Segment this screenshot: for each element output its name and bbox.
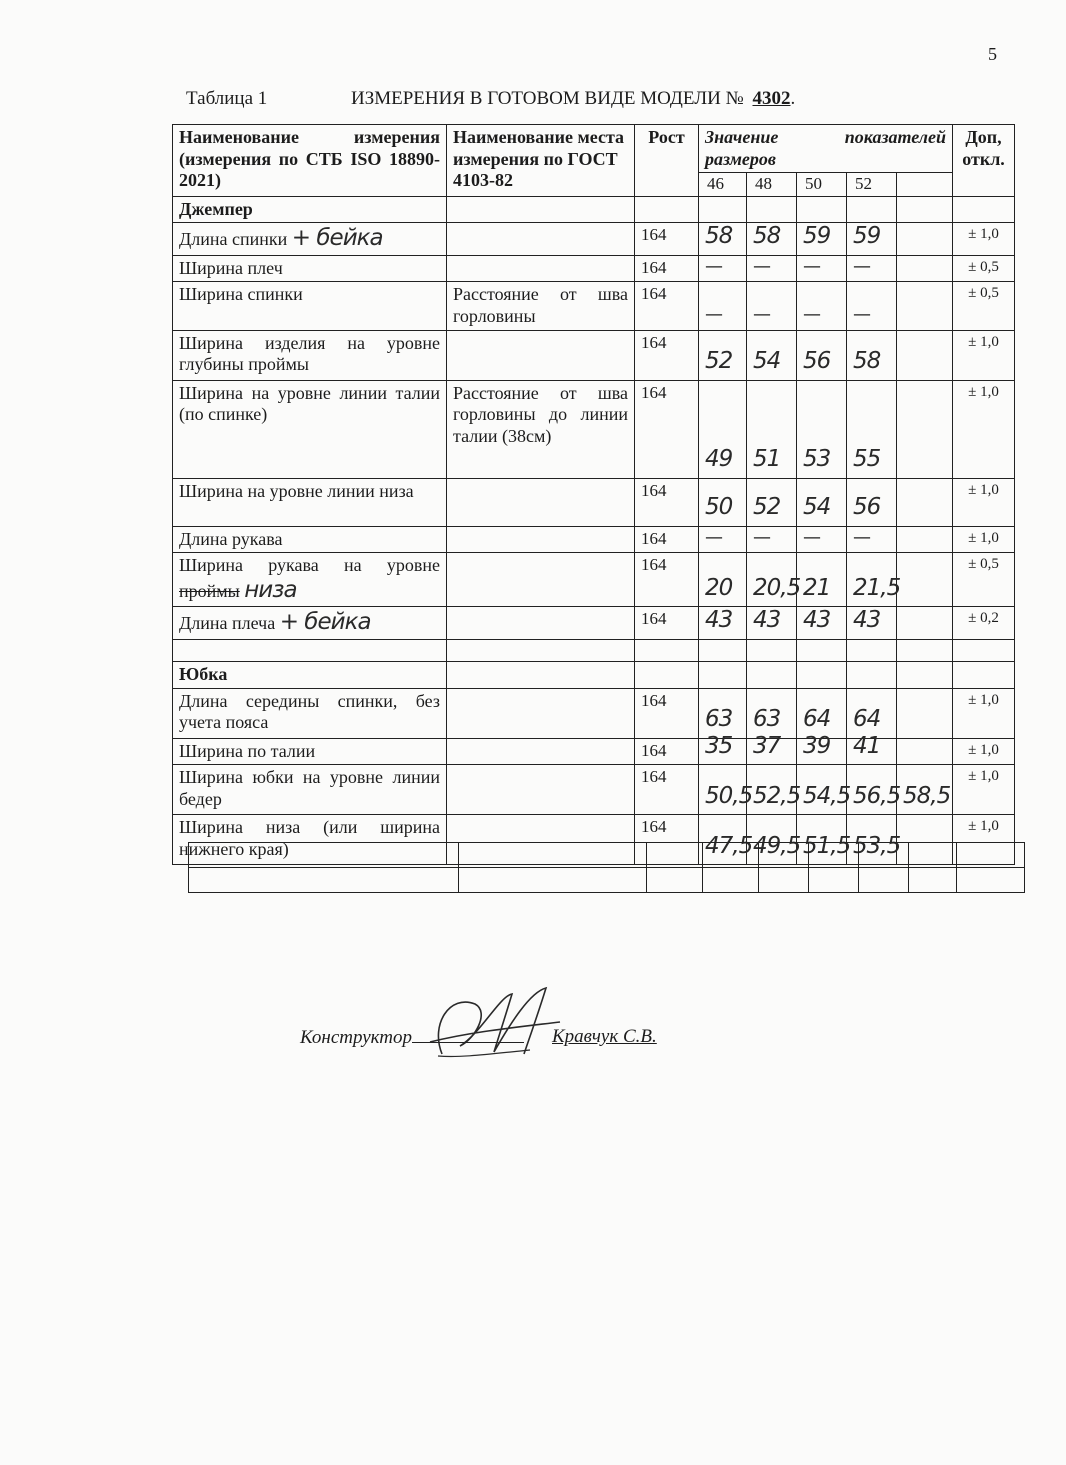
empty-cell [897, 639, 953, 661]
size-value [747, 607, 797, 640]
size-value-text: — [753, 255, 771, 277]
empty-cell [447, 196, 635, 223]
size-value-text: — [705, 526, 723, 548]
size-value [897, 223, 953, 256]
table-row [173, 282, 1015, 330]
size-value [747, 688, 797, 738]
height-value: 164 [635, 330, 699, 380]
size-52: 52 [847, 173, 897, 196]
size-value-text: 64 [803, 705, 831, 732]
size-value [699, 282, 747, 330]
measure-name [173, 553, 447, 607]
empty-cell [953, 639, 1015, 661]
empty-cell [747, 661, 797, 688]
tolerance-value: ± 0,5 [953, 282, 1015, 330]
table-heading: ИЗМЕРЕНИЯ В ГОТОВОМ ВИДЕ МОДЕЛИ № 4302. [351, 88, 796, 109]
empty-cell [173, 639, 447, 661]
size-value-text: 59 [853, 223, 881, 250]
empty-cell [447, 661, 635, 688]
table-row [173, 478, 1015, 526]
measure-name-text: Ширина на уровне линии талии (по спинке) [179, 382, 440, 425]
size-value [699, 607, 747, 640]
empty-cell [897, 196, 953, 223]
measurements-table [172, 124, 1015, 865]
size-value [699, 526, 747, 553]
size-value [797, 607, 847, 640]
size-value [747, 255, 797, 282]
header-tolerance: Доп, откл. [953, 125, 1015, 197]
measure-place [447, 478, 635, 526]
handwritten-note: + бейка [291, 225, 383, 252]
model-number: 4302 [752, 88, 791, 109]
size-value-text: 54 [753, 347, 781, 374]
size-value [797, 478, 847, 526]
size-value [847, 380, 897, 478]
signature-blank [412, 1026, 524, 1043]
size-value [699, 478, 747, 526]
height-value: 164 [635, 553, 699, 607]
size-48: 48 [747, 173, 797, 196]
size-value [897, 330, 953, 380]
height-value: 164 [635, 478, 699, 526]
size-value-text: 20,5 [753, 574, 801, 601]
size-value [699, 765, 753, 815]
measure-place [447, 553, 635, 607]
measure-place [447, 607, 635, 640]
size-value-text: — [753, 526, 771, 548]
table-row [173, 380, 1015, 478]
measure-name [173, 478, 447, 526]
empty-row [189, 868, 1025, 893]
size-value [797, 765, 851, 815]
size-value [847, 688, 897, 738]
tolerance-value: ± 0,5 [953, 553, 1015, 607]
empty-cell [797, 661, 847, 688]
size-value [699, 688, 747, 738]
size-value [747, 732, 797, 765]
header-place: Наименование места измерения по ГОСТ 4103-82 [447, 125, 635, 197]
size-value-text: — [853, 526, 871, 548]
size-value-text: 20 [705, 574, 733, 601]
size-value [797, 255, 847, 282]
size-value-text: 52 [753, 493, 781, 520]
measure-name-text: Ширина низа (или ширина нижнего края) [179, 817, 440, 859]
size-value [797, 553, 847, 607]
measure-place [447, 526, 635, 553]
measure-name-text: Длина спинки [179, 229, 288, 250]
empty-cell [897, 661, 953, 688]
tolerance-value: ± 1,0 [953, 738, 1015, 765]
size-value-text: 49,5 [753, 832, 801, 859]
section-row [173, 196, 1015, 223]
height-value: 164 [635, 607, 699, 640]
size-value-text: 43 [753, 607, 781, 634]
header-name: Наименование измерения (измерения по СТБ ISO 18890-2021) [173, 125, 447, 197]
size-value [897, 526, 953, 553]
measure-name [173, 330, 447, 380]
size-value [797, 380, 847, 478]
size-value-text: 43 [853, 607, 881, 634]
tolerance-value: ± 1,0 [953, 815, 1015, 865]
height-value: 164 [635, 815, 699, 865]
size-value-text: 47,5 [705, 832, 753, 859]
header-row [173, 125, 1015, 173]
empty-cell [847, 639, 897, 661]
empty-cell [635, 196, 699, 223]
measure-name [173, 738, 447, 765]
measure-place: Расстояние от шва горловины до линии талии (38см) [447, 380, 635, 478]
size-value [847, 553, 901, 607]
empty-cell [747, 639, 797, 661]
size-value [897, 738, 953, 765]
empty-cell [953, 661, 1015, 688]
measure-name [173, 255, 447, 282]
size-value [847, 526, 897, 553]
empty-cell [953, 196, 1015, 223]
size-value [897, 255, 953, 282]
tolerance-value: ± 1,0 [953, 526, 1015, 553]
handwritten-note: низа [244, 576, 297, 603]
size-value [847, 765, 901, 815]
table-row [173, 330, 1015, 380]
size-value [847, 223, 897, 256]
size-value [847, 282, 897, 330]
size-value [897, 553, 953, 607]
signature-role: Конструктор [300, 1027, 413, 1048]
size-blank [897, 173, 953, 196]
size-value [747, 282, 797, 330]
size-value-text: 58,5 [903, 782, 951, 809]
size-value-text: 50 [705, 493, 733, 520]
size-value [797, 732, 847, 765]
size-value [897, 478, 953, 526]
size-value [897, 282, 953, 330]
measure-place [447, 765, 635, 815]
empty-cell [635, 661, 699, 688]
size-value [699, 553, 747, 607]
handwritten-note: + бейка [279, 609, 371, 636]
size-value-text: 53 [803, 445, 831, 472]
height-value: 164 [635, 765, 699, 815]
size-value [699, 732, 747, 765]
size-value [897, 380, 953, 478]
size-value [797, 282, 847, 330]
size-value-text: 54,5 [803, 782, 851, 809]
table-row [173, 223, 1015, 256]
size-value-text: 55 [853, 445, 881, 472]
table-row [173, 607, 1015, 640]
size-value-text: 39 [803, 732, 831, 759]
size-value-text: 21 [803, 574, 831, 601]
empty-cell [797, 639, 847, 661]
height-value: 164 [635, 738, 699, 765]
height-value: 164 [635, 526, 699, 553]
tolerance-value: ± 1,0 [953, 330, 1015, 380]
size-value-text: 43 [803, 607, 831, 634]
size-value-text: 51,5 [803, 832, 851, 859]
size-value-text: — [705, 303, 723, 325]
size-value [747, 526, 797, 553]
size-value [699, 380, 747, 478]
empty-cell [797, 196, 847, 223]
tolerance-value: ± 1,0 [953, 765, 1015, 815]
size-value-text: — [803, 255, 821, 277]
size-value [847, 607, 897, 640]
measure-place [447, 330, 635, 380]
size-value [747, 380, 797, 478]
size-value [847, 330, 897, 380]
size-value [897, 688, 953, 738]
measure-name [173, 765, 447, 815]
size-value-text: 35 [705, 732, 733, 759]
size-value-text: 63 [705, 705, 733, 732]
measure-name-text: Длина плеча [179, 613, 276, 634]
size-value-text: 64 [853, 705, 881, 732]
measure-name [173, 380, 447, 478]
size-value-text: 21,5 [853, 574, 901, 601]
size-value [847, 255, 897, 282]
size-value-text: 52 [705, 347, 733, 374]
size-value [699, 330, 747, 380]
table-caption [186, 88, 796, 110]
header-values: Значение показателей размеров [699, 125, 953, 173]
measure-name-text: Ширина на уровне линии низа [179, 480, 414, 501]
measure-name [173, 223, 447, 256]
size-value-text: 54 [803, 493, 831, 520]
measure-place [447, 738, 635, 765]
table-row [173, 738, 1015, 765]
measure-place: Расстояние от шва горловины [447, 282, 635, 330]
size-value [747, 330, 797, 380]
struck-word: проймы [179, 580, 240, 601]
size-value-text: 59 [803, 223, 831, 250]
size-50: 50 [797, 173, 847, 196]
size-value [797, 526, 847, 553]
size-value-text: 50,5 [705, 782, 753, 809]
tolerance-value: ± 0,5 [953, 255, 1015, 282]
size-value [747, 478, 797, 526]
empty-cell [635, 639, 699, 661]
size-value-text: 58 [705, 223, 733, 250]
measure-name-text: Ширина изделия на уровне глубины проймы [179, 332, 440, 375]
section-title: Джемпер [173, 196, 447, 223]
size-value [699, 223, 747, 256]
section-row [173, 661, 1015, 688]
size-value-text: 51 [753, 445, 781, 472]
empty-cell [447, 639, 635, 661]
empty-cell [747, 196, 797, 223]
measure-name-text: Ширина плеч [179, 257, 283, 278]
tolerance-value: ± 1,0 [953, 380, 1015, 478]
size-value [797, 330, 847, 380]
size-46: 46 [699, 173, 747, 196]
empty-rows [188, 842, 1025, 893]
size-value-text: — [753, 303, 771, 325]
empty-cell [699, 639, 747, 661]
height-value: 164 [635, 688, 699, 738]
table-label: Таблица 1 [186, 88, 268, 109]
size-value-text: 43 [705, 607, 733, 634]
measure-place [447, 255, 635, 282]
table-row [173, 255, 1015, 282]
signature-line [300, 1026, 657, 1049]
table-row [173, 553, 1015, 607]
size-value-text: — [853, 303, 871, 325]
size-value-text: 58 [753, 223, 781, 250]
size-value [897, 607, 953, 640]
size-value [797, 688, 847, 738]
table-row [173, 526, 1015, 553]
height-value: 164 [635, 380, 699, 478]
measure-name [173, 526, 447, 553]
measure-name [173, 282, 447, 330]
size-value [747, 765, 801, 815]
size-value-text: 56,5 [853, 782, 901, 809]
size-value-text: — [705, 255, 723, 277]
height-value: 164 [635, 223, 699, 256]
measure-place [447, 688, 635, 738]
tolerance-value: ± 1,0 [953, 688, 1015, 738]
section-title: Юбка [173, 661, 447, 688]
size-value-text: 49 [705, 445, 733, 472]
size-value [747, 553, 801, 607]
height-value: 164 [635, 282, 699, 330]
signature-name: Кравчук С.В. [552, 1026, 657, 1047]
measure-name-text: Ширина юбки на уровне линии бедер [179, 767, 440, 809]
size-value-text: 63 [753, 705, 781, 732]
size-value-text: 53,5 [853, 832, 901, 859]
measure-name-text: Ширина рукава на уровне [179, 555, 440, 576]
size-value-text: — [803, 526, 821, 548]
page-number: 5 [988, 44, 997, 64]
empty-cell [847, 196, 897, 223]
size-value-text: — [853, 255, 871, 277]
empty-cell [699, 196, 747, 223]
header-height: Рост [635, 125, 699, 197]
size-value [797, 223, 847, 256]
size-value [699, 255, 747, 282]
measure-name-text: Ширина спинки [179, 284, 303, 305]
tolerance-value: ± 1,0 [953, 223, 1015, 256]
measure-name-text: Длина середины спинки, без учета пояса [179, 690, 440, 733]
empty-cell [699, 661, 747, 688]
size-value-text: — [803, 303, 821, 325]
measure-name-text: Ширина по талии [179, 740, 316, 761]
size-value-text: 37 [753, 732, 781, 759]
measure-name-text: Длина рукава [179, 528, 283, 549]
measure-name [173, 688, 447, 738]
table-row [173, 688, 1015, 738]
size-value [847, 478, 897, 526]
size-value-text: 56 [853, 493, 881, 520]
size-value [847, 732, 897, 765]
measure-place [447, 223, 635, 256]
size-value-text: 56 [803, 347, 831, 374]
empty-row [189, 843, 1025, 868]
tolerance-value: ± 1,0 [953, 478, 1015, 526]
table-row [173, 765, 1015, 815]
measure-name [173, 607, 447, 640]
empty-row [173, 639, 1015, 661]
tolerance-value: ± 0,2 [953, 607, 1015, 640]
size-value-text: 41 [853, 732, 881, 759]
size-value [747, 223, 797, 256]
size-value-text: 58 [853, 347, 881, 374]
size-value-text: 52,5 [753, 782, 801, 809]
height-value: 164 [635, 255, 699, 282]
size-value [897, 765, 953, 815]
empty-cell [847, 661, 897, 688]
